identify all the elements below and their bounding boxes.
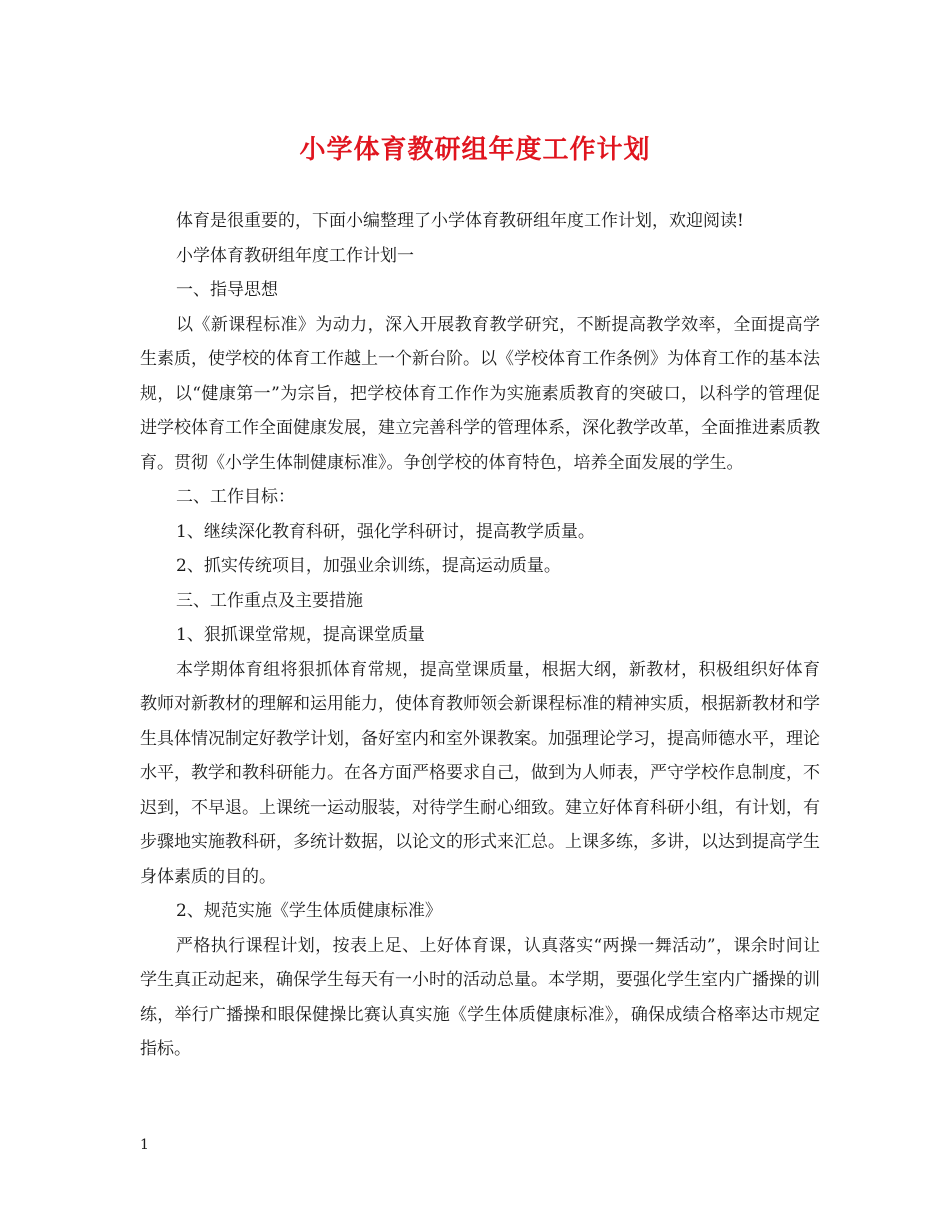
document-title: 小学体育教研组年度工作计划 [299, 135, 651, 165]
classroom-paragraph: 本学期体育组将狠抓体育常规，提高堂课质量，根据大纲，新教材，积极组织好体育教师对新教材的理解和运用能力，使体育教师领会新课程标准的精神实质，根据新教材和学生具体情况制定好教学计划，备好室内和室外课教案。加强理论学习，提高师德水平，理论水平，教学和教科研能力。在各方面严格要求自己，做到为人师表，严守学校作息制度，不迟到，不早退。上课统一运动服装，对待学生耐心细致。建立好体育科研小组，有计划，有步骤地实施教科研，多统计数据，以论文的形式来汇总。上课多练，多讲，以达到提高学生身体素质的目的。 [140, 659, 820, 887]
section-heading-guiding-thought: 一、指导思想 [176, 280, 278, 300]
health-standard-paragraph: 严格执行课程计划，按表上足、上好体育课，认真落实“两操一舞活动”，课余时间让学生真正动起来，确保学生每天有一小时的活动总量。本学期，要强化学生室内广播操的训练，举行广播操和眼保健操比赛认真实施《学生体质健康标准》，确保成绩合格率达市规定指标。 [140, 935, 820, 1059]
guiding-thought-paragraph: 以《新课程标准》为动力，深入开展教育教学研究，不断提高教学效率，全面提高学生素质，使学校的体育工作越上一个新台阶。以《学校体育工作条例》为体育工作的基本法规，以“健康第一”为宗旨，把学校体育工作作为实施素质教育的突破口，以科学的管理促进学校体育工作全面健康发展，建立完善科学的管理体系，深化教学改革，全面推进素质教育。贯彻《小学生体制健康标准》。争创学校的体育特色，培养全面发展的学生。 [140, 314, 820, 473]
work-goal-item: 2、抓实传统项目，加强业余训练，提高运动质量。 [176, 556, 561, 576]
document-body [140, 204, 820, 1067]
page-number: 1 [140, 1137, 149, 1153]
section-heading-work-goals: 二、工作目标： [176, 487, 295, 507]
plan-heading: 小学体育教研组年度工作计划一 [176, 245, 414, 266]
subsection-heading-health-standard: 2、规范实施《学生体质健康标准》 [176, 901, 442, 921]
work-goal-item: 1、继续深化教育科研，强化学科研讨，提高教学质量。 [176, 521, 595, 542]
section-heading-key-measures: 三、工作重点及主要措施 [176, 590, 363, 611]
subsection-heading-classroom: 1、狠抓课堂常规，提高课堂质量 [176, 625, 425, 645]
intro-paragraph: 体育是很重要的，下面小编整理了小学体育教研组年度工作计划，欢迎阅读! [176, 211, 744, 231]
